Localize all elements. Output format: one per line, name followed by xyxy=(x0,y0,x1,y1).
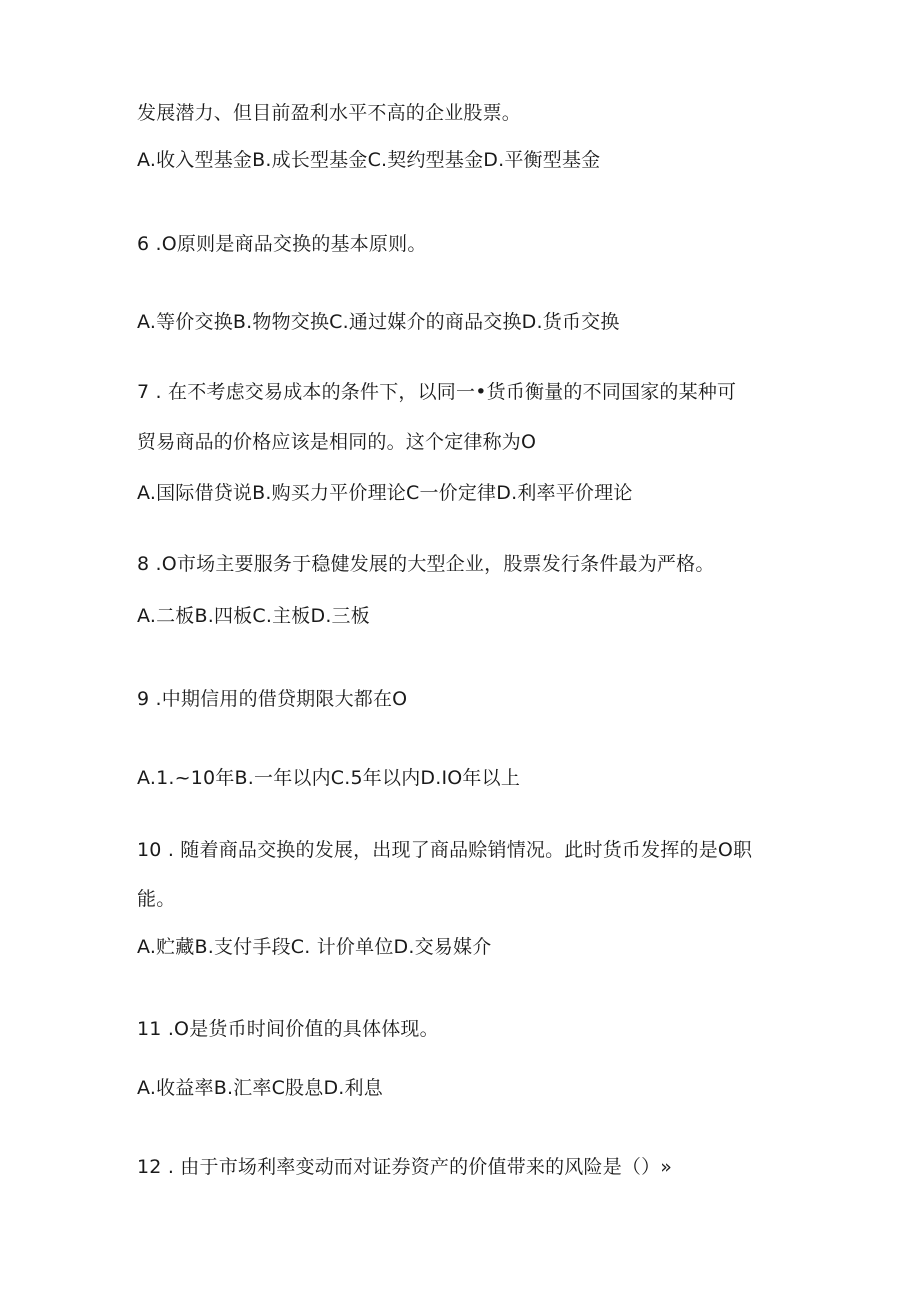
answer-options: A.收入型基金B.成长型基金C.契约型基金D.平衡型基金 xyxy=(137,149,601,171)
answer-options: A.1.~10年B.一年以内C.5年以内D.IO年以上 xyxy=(137,767,521,789)
answer-options: A.二板B.四板C.主板D.三板 xyxy=(137,605,370,627)
answer-options: A.收益率B.汇率C股息D.利息 xyxy=(137,1077,383,1099)
question-8: 8 .O市场主要服务于稳健发展的大型企业，股票发行条件最为严格。 xyxy=(137,553,715,575)
question-7: 7 . 在不考虑交易成本的条件下，以同一•货币衡量的不同国家的某种可 xyxy=(137,381,737,403)
question-6: 6 .O原则是商品交换的基本原则。 xyxy=(137,233,427,255)
question-9: 9 .中期信用的借贷期限大都在O xyxy=(137,688,408,710)
answer-options: A.国际借贷说B.购买力平价理论C一价定律D.利率平价理论 xyxy=(137,482,633,504)
answer-options: A.贮藏B.支付手段C. 计价单位D.交易媒介 xyxy=(137,936,492,958)
question-text-continuation: 发展潜力、但目前盈利水平不高的企业股票。 xyxy=(137,102,522,124)
question-10-continuation: 能。 xyxy=(137,888,176,910)
question-7-continuation: 贸易商品的价格应该是相同的。这个定律称为O xyxy=(137,431,537,453)
answer-options: A.等价交换B.物物交换C.通过媒介的商品交换D.货币交换 xyxy=(137,311,620,333)
question-11: 11 .O是货币时间价值的具体体现。 xyxy=(137,1018,439,1040)
question-12: 12 . 由于市场利率变动而对证券资产的价值带来的风险是（）» xyxy=(137,1156,673,1178)
question-10: 10 . 随着商品交换的发展，出现了商品赊销情况。此时货币发挥的是O职 xyxy=(137,839,753,861)
